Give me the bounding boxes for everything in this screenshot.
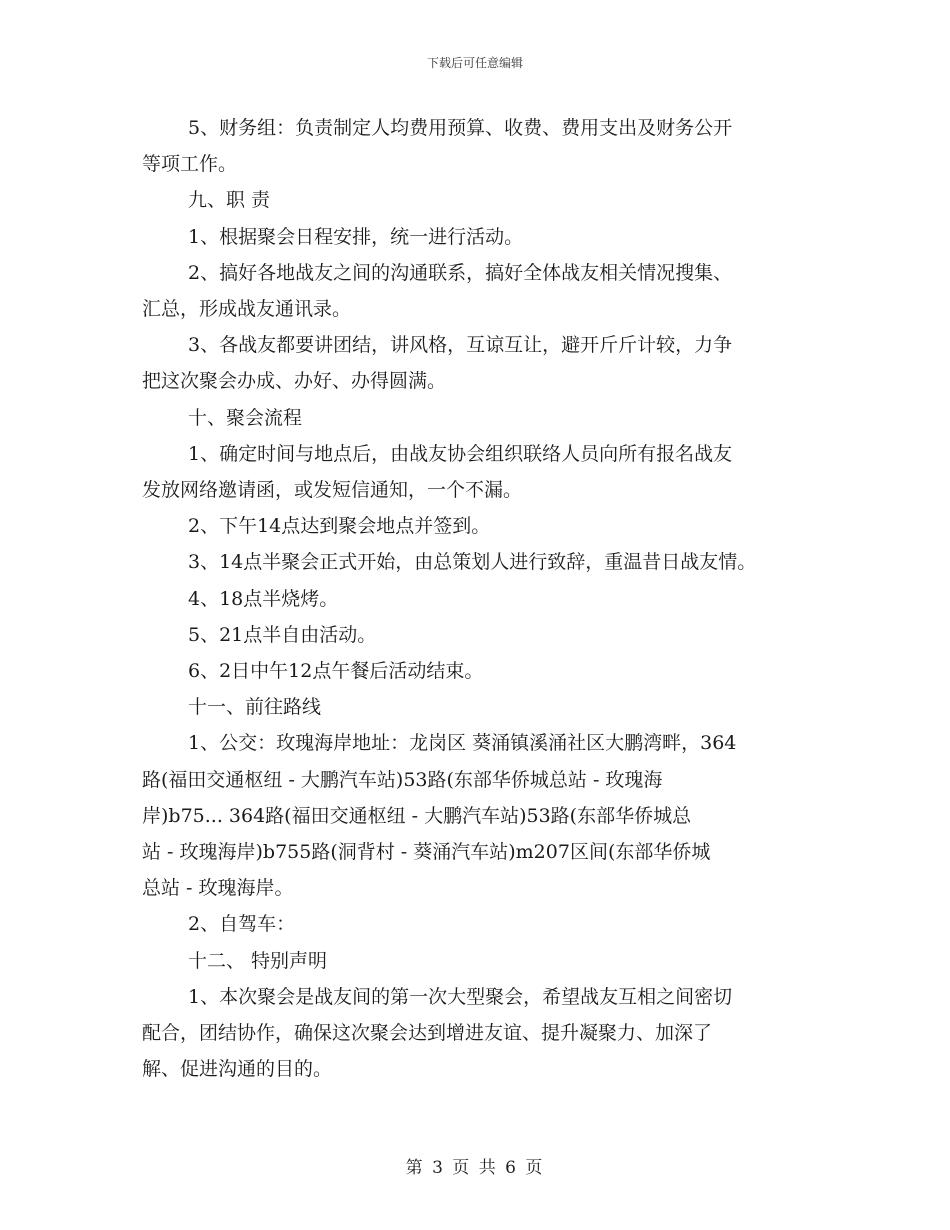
- section-heading: 九、职 责: [188, 189, 271, 212]
- paragraph-line: 1、确定时间与地点后，由战友协会组织联络人员向所有报名战友: [188, 442, 733, 465]
- paragraph-line: 解、促进沟通的目的。: [142, 1058, 333, 1081]
- page-header: 下载后可任意编辑: [426, 56, 523, 70]
- paragraph-line: 2、搞好各地战友之间的沟通联系，搞好全体战友相关情况搜集、: [188, 261, 733, 284]
- paragraph-line: 配合，团结协作，确保这次聚会达到增进友谊、提升凝聚力、加深了: [142, 1022, 713, 1045]
- paragraph-line: 1、本次聚会是战友间的第一次大型聚会，希望战友互相之间密切: [188, 985, 733, 1008]
- paragraph-line: 5、财务组：负责制定人均费用预算、收费、费用支出及财务公开: [188, 117, 733, 139]
- paragraph-line: 5、21点半自由活动。: [188, 623, 377, 646]
- paragraph-line: 2、下午14点达到聚会地点并签到。: [188, 515, 491, 538]
- paragraph-line: 把这次聚会办成、办好、办得圆满。: [142, 370, 447, 393]
- paragraph-line: 2、自驾车：: [188, 913, 296, 936]
- paragraph-line: 发放网络邀请函，或发短信通知，一个不漏。: [142, 479, 523, 502]
- paragraph-line: 汇总，形成战友通讯录。: [142, 298, 352, 321]
- section-heading: 十一、前往路线: [188, 696, 322, 719]
- paragraph-line: 等项工作。: [142, 153, 238, 176]
- page-number-footer: 第 3 页 共 6 页: [405, 1158, 545, 1178]
- paragraph-line: 3、各战友都要讲团结，讲风格，互谅互让，避开斤斤计较，力争: [188, 334, 733, 357]
- paragraph-line: 1、根据聚会日程安排，统一进行活动。: [188, 225, 524, 248]
- paragraph-line: 6、2日中午12点午餐后活动结束。: [188, 660, 484, 683]
- section-heading: 十、聚会流程: [188, 406, 303, 429]
- paragraph-line: 路(福田交通枢纽 - 大鹏汽车站)53路(东部华侨城总站 - 玫瑰海: [142, 768, 663, 791]
- paragraph-line: 站 - 玫瑰海岸)b755路(洞背村 - 葵涌汽车站)m207区间(东部华侨城: [142, 841, 711, 864]
- paragraph-line: 1、公交：玫瑰海岸地址：龙岗区 葵涌镇溪涌社区大鹏湾畔，364: [188, 732, 737, 755]
- paragraph-line: 3、14点半聚会正式开始，由总策划人进行致辞，重温昔日战友情。: [188, 551, 757, 574]
- section-heading: 十二、 特别声明: [188, 949, 328, 972]
- document-body: [142, 110, 822, 1087]
- paragraph-line: 岸)b75... 364路(福田交通枢纽 - 大鹏汽车站)53路(东部华侨城总: [142, 804, 692, 827]
- paragraph-line: 4、18点半烧烤。: [188, 587, 339, 610]
- paragraph-line: 总站 - 玫瑰海岸。: [142, 877, 294, 900]
